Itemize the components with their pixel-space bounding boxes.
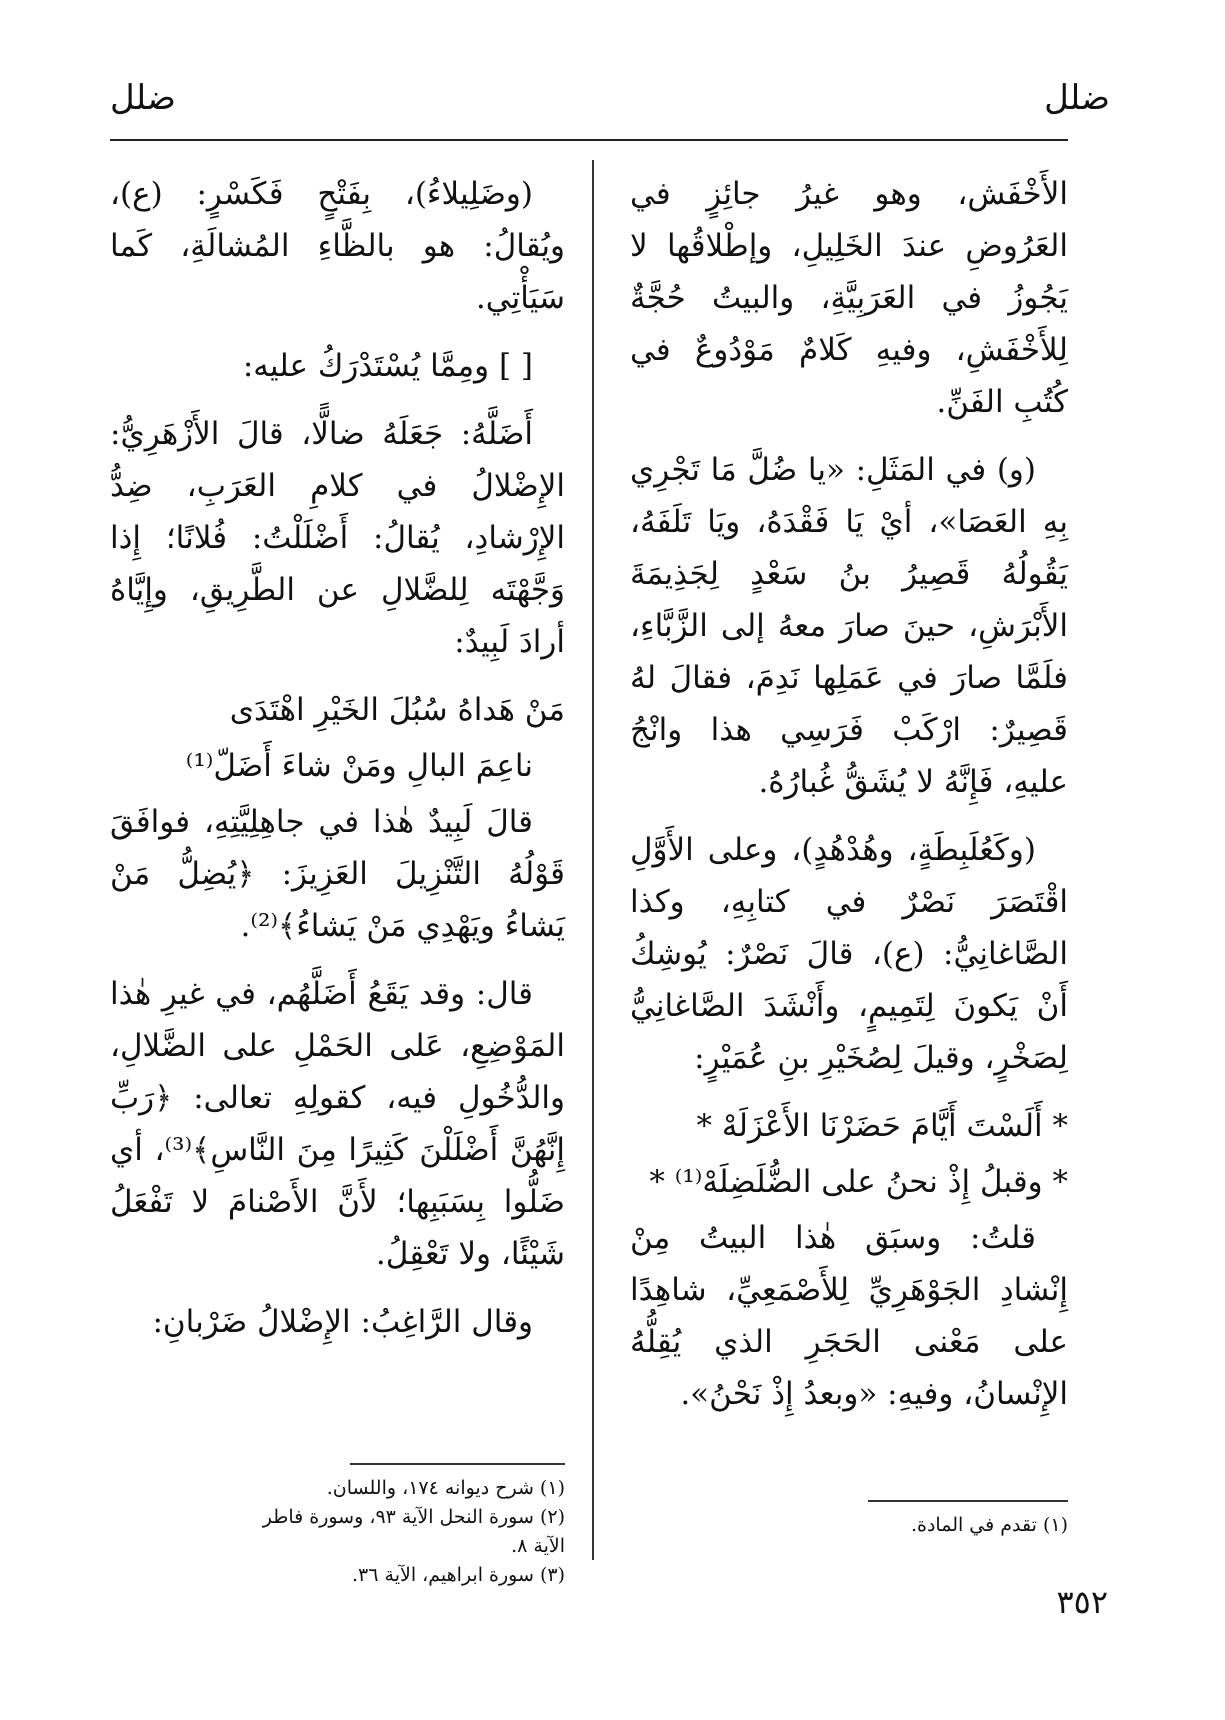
footnote: (٢) سورة النحل الآية ٩٣، وسورة فاطر الآية ٨. xyxy=(262,1506,565,1557)
footnote-rule xyxy=(350,1463,565,1465)
verse-line: * أَلَسْتَ أَيَّامَ حَضَرْنَا الأَعْزَلَهْ * xyxy=(696,1108,1068,1144)
entry-paragraph: وقال الرَّاغِبُ: الإِضْلالُ ضَرْبانِ: xyxy=(152,1304,533,1340)
entry-paragraph: قالَ لَبِيدٌ هٰذا في جاهِلِيَّتِهِ، فوافَقَ قَوْلُهُ التَّنْزِيلَ العَزِيزَ: ﴿يُضِلُّ مَنْ يَشاءُ ويَهْدِي مَنْ يَشاءُ﴾⁽²⁾. xyxy=(110,804,565,944)
addendum-heading: [ ] ومِمَّا يُسْتَدْرَكُ عليه: xyxy=(242,348,533,384)
running-headword-left: ضلل xyxy=(110,78,176,118)
footnotes-right xyxy=(820,1511,1068,1540)
footnote: (١) تقدم في المادة. xyxy=(910,1514,1068,1536)
verse-line: * وقبلُ إِذْ نحنُ على الضُّلَضِلَهْ⁽¹⁾ * xyxy=(649,1164,1068,1200)
verse-line: ناعِمَ البالِ ومَنْ شاءَ أَضَلّ⁽¹⁾ xyxy=(185,748,533,784)
entry-paragraph: قلتُ: وسبَق هٰذا البيتُ مِنْ إِنْشادِ الجَوْهَرِيِّ لِلأَصْمَعِيِّ، شاهِدًا على مَعْنى الحَجَرِ الذي يُقِلُّهُ الإِنْسانُ، وفيهِ: «وبعدُ إِذْ نَحْنُ». xyxy=(630,1220,1068,1412)
page-number: ٣٥٢ xyxy=(1056,1583,1108,1621)
footnote: (١) شرح ديوانه ١٧٤، واللسان. xyxy=(326,1477,565,1499)
column-divider xyxy=(592,160,594,1560)
footnote-rule xyxy=(868,1500,1068,1502)
entry-paragraph: قال: وقد يَقَعُ أَضَلَّهُم، في غيرِ هٰذا المَوْضِعِ، عَلى الحَمْلِ على الضَّلالِ، والدُّخُولِ فيه، كقولِهِ تعالى: ﴿رَبِّ إِنَّهُنَّ أَضْلَلْنَ كَثِيرًا مِنَ النَّاسِ﴾⁽³⁾، أي ضَلُّوا بِسَبَبِها؛ لأَنَّ الأَصْنامَ لا تَفْعَلُ شَيْئًا، ولا تَعْقِلُ. xyxy=(110,976,566,1272)
entry-paragraph: أَضَلَّهُ: جَعَلَهُ ضالًّا، قالَ الأَزْهَرِيُّ: الإِضْلالُ في كلامِ العَرَبِ، ضِدُّ الإِرْشادِ، يُقالُ: أَضْلَلْتُ: فُلانًا؛ إِذا وَجَّهْتَه لِلضَّلالِ عن الطَّرِيقِ، وإِيَّاهُ أرادَ لَبِيدٌ: xyxy=(110,416,565,660)
entry-paragraph: (و) في المَثَلِ: «يا ضُلَّ مَا تَجْرِي بِهِ العَصَا»، أيْ يَا فَقْدَهُ، ويَا تَلَفَهُ، يَقُولُهُ قَصِيرُ بنُ سَعْدٍ لِجَذِيمَةَ الأَبْرَشِ، حينَ صارَ معهُ إلى الزَّبَّاءِ، فلَمَّا صارَ في عَمَلِها نَدِمَ، فقالَ لهُ قَصِيرٌ: ارْكَبْ فَرَسِي هذا وانْجُ عليهِ، فَإِنَّهُ لا يُشَقُّ غُبارُهُ. xyxy=(630,452,1068,800)
verse-line: مَنْ هَداهُ سُبُلَ الخَيْرِ اهْتَدَى xyxy=(229,692,565,728)
left-column xyxy=(110,168,565,1364)
running-headword-right: ضلل xyxy=(1044,78,1110,118)
footnotes-left xyxy=(250,1474,565,1590)
entry-paragraph: (وضَلِيلاءُ)، بِفَتْحٍ فَكَسْرٍ: (ع)، ويُقالُ: هو بالظَّاءِ المُشالَةِ، كَما سَيَأْتِي. xyxy=(110,176,565,316)
footnote: (٣) سورة ابراهيم، الآية ٣٦. xyxy=(352,1564,565,1586)
entry-paragraph: الأَخْفَش، وهو غيرُ جائِزٍ في العَرُوضِ عندَ الخَلِيلِ، وإطْلاقُها لا يَجُوزُ في العَرَبِيَّةِ، والبيتُ حُجَّةٌ لِلأَخْفَشِ، وفيهِ كَلامٌ مَوْدُوعٌ في كُتُبِ الفَنِّ. xyxy=(630,176,1068,420)
entry-paragraph: (وكَعُلَبِطَةٍ، وهُدْهُدٍ)، وعلى الأَوَّلِ اقْتَصَرَ نَصْرٌ في كتابِهِ، وكذا الصَّاغانِيُّ: (ع)، قالَ نَصْرٌ: يُوشِكُ أَنْ يَكونَ لِتَمِيمٍ، وأَنْشَدَ الصَّاغانِيُّ لِصَخْرٍ، وقيلَ لِصُخَيْرِ بنِ عُمَيْرٍ: xyxy=(630,832,1068,1076)
right-column xyxy=(630,168,1068,1436)
header-rule xyxy=(110,139,1068,141)
